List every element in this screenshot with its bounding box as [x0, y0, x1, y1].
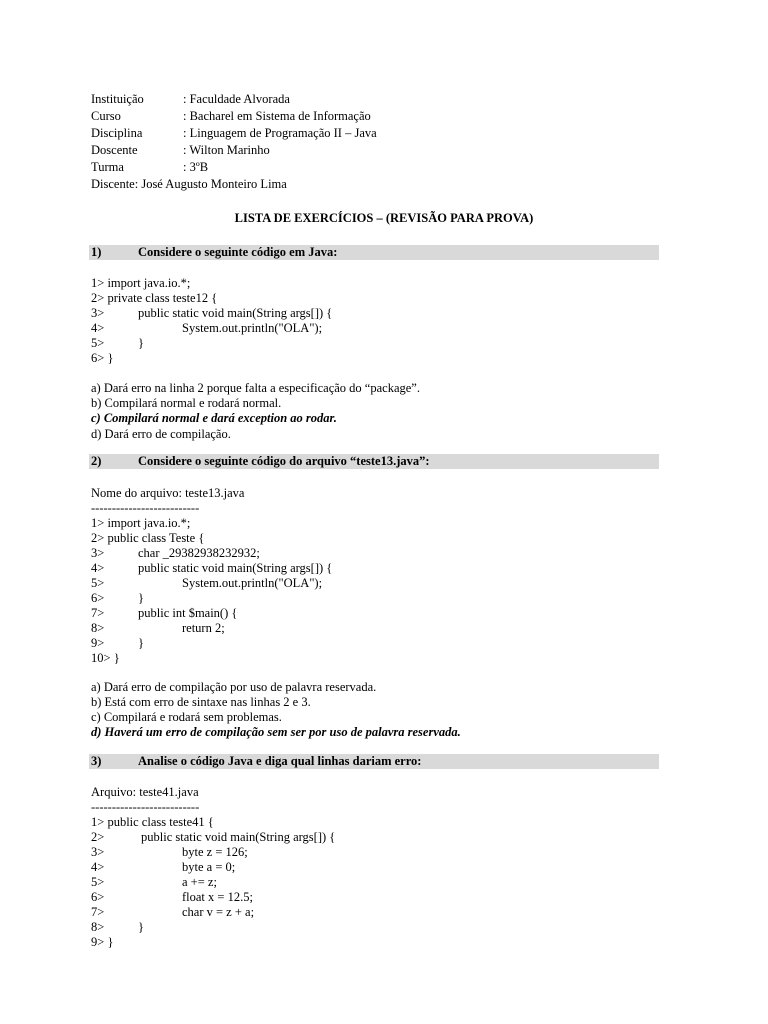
header-label: Turma: [91, 160, 124, 174]
option-d: d) Dará erro de compilação.: [91, 427, 231, 441]
option-d-answer: d) Haverá um erro de compilação sem ser por uso de palavra reservada.: [91, 725, 461, 739]
code-text: }: [107, 935, 114, 949]
question-text: Considere o seguinte código do arquivo “teste13.java”:: [138, 454, 430, 468]
code-line: [91, 290, 217, 306]
header-discente: Discente: José Augusto Monteiro Lima: [91, 177, 287, 191]
header-value: : Linguagem de Programação II – Java: [183, 126, 377, 140]
code-text: char _29382938232932;: [138, 546, 260, 560]
line-number: 3>: [91, 546, 105, 560]
separator: --------------------------: [91, 800, 200, 814]
line-number: 1>: [91, 276, 105, 290]
header-row-instituicao: [91, 91, 290, 107]
page-title: LISTA DE EXERCÍCIOS – (REVISÃO PARA PROVA): [234, 211, 534, 225]
code-text: a += z;: [182, 875, 217, 889]
header-label: Curso: [91, 109, 121, 123]
header-row-turma: [91, 159, 208, 175]
question-number: 1): [91, 245, 102, 259]
header-row-curso: [91, 108, 371, 124]
file-name: Nome do arquivo: teste13.java: [91, 486, 245, 500]
line-number: 2>: [91, 830, 105, 844]
code-text: System.out.println("OLA");: [182, 576, 323, 590]
line-number: 3>: [91, 845, 105, 859]
line-number: 4>: [91, 561, 105, 575]
line-number: 8>: [91, 920, 105, 934]
code-line: [91, 814, 214, 830]
code-line: [91, 275, 190, 291]
code-text: public int $main() {: [138, 606, 238, 620]
question-text: Analise o código Java e diga qual linhas dariam erro:: [138, 754, 422, 768]
question-text: Considere o seguinte código em Java:: [138, 245, 338, 259]
line-number: 7>: [91, 905, 105, 919]
line-number: 4>: [91, 860, 105, 874]
line-number: 4>: [91, 321, 105, 335]
option-b: b) Está com erro de sintaxe nas linhas 2 e 3.: [91, 695, 311, 709]
code-text: import java.io.*;: [107, 516, 191, 530]
separator: --------------------------: [91, 501, 200, 515]
code-text: private class teste12 {: [107, 291, 218, 305]
line-number: 8>: [91, 621, 105, 635]
option-a: a) Dará erro de compilação por uso de palavra reservada.: [91, 680, 377, 694]
line-number: 5>: [91, 336, 105, 350]
line-number: 6>: [91, 890, 105, 904]
code-text: }: [138, 591, 144, 605]
code-text: }: [138, 336, 144, 350]
code-line: [91, 934, 113, 950]
code-text: char v = z + a;: [182, 905, 255, 919]
code-text: float x = 12.5;: [182, 890, 253, 904]
option-c: c) Compilará e rodará sem problemas.: [91, 710, 282, 724]
code-text: import java.io.*;: [107, 276, 191, 290]
code-text: public static void main(String args[]) {: [138, 561, 333, 575]
question-3-heading: [89, 754, 659, 769]
header-value: : Faculdade Alvorada: [183, 92, 290, 106]
question-2-heading: [89, 454, 659, 469]
option-b: b) Compilará normal e rodará normal.: [91, 396, 282, 410]
header-label: Disciplina: [91, 126, 143, 140]
line-number: 6>: [91, 591, 105, 605]
header-label: Doscente: [91, 143, 138, 157]
code-text: byte a = 0;: [182, 860, 236, 874]
code-line: [91, 530, 204, 546]
line-number: 2>: [91, 531, 105, 545]
code-line: [91, 515, 190, 531]
question-1-heading: [89, 245, 659, 260]
line-number: 9>: [91, 935, 105, 949]
code-text: }: [107, 351, 114, 365]
header-label: Instituição: [91, 92, 144, 106]
code-text: }: [138, 636, 144, 650]
code-text: }: [138, 920, 144, 934]
code-text: public class Teste {: [107, 531, 205, 545]
line-number: 3>: [91, 306, 105, 320]
question-number: 2): [91, 454, 102, 468]
option-a: a) Dará erro na linha 2 porque falta a especificação do “package”.: [91, 381, 420, 395]
code-text: byte z = 126;: [182, 845, 248, 859]
line-number: 6>: [91, 351, 105, 365]
line-number: 1>: [91, 815, 105, 829]
line-number: 1>: [91, 516, 105, 530]
code-text: return 2;: [182, 621, 225, 635]
code-text: public static void main(String args[]) {: [141, 830, 336, 844]
code-text: }: [113, 651, 120, 665]
header-value: : 3ºB: [183, 160, 209, 174]
code-text: public static void main(String args[]) {: [138, 306, 333, 320]
line-number: 2>: [91, 291, 105, 305]
header-row-doscente: [91, 142, 270, 158]
code-line: [91, 650, 120, 666]
code-line: [91, 350, 113, 366]
line-number: 5>: [91, 875, 105, 889]
header-row-disciplina: [91, 125, 377, 141]
line-number: 9>: [91, 636, 105, 650]
line-number: 10>: [91, 651, 111, 665]
header-value: : Wilton Marinho: [183, 143, 270, 157]
header-value: : Bacharel em Sistema de Informação: [183, 109, 371, 123]
file-name: Arquivo: teste41.java: [91, 785, 199, 799]
code-text: public class teste41 {: [107, 815, 214, 829]
question-number: 3): [91, 754, 102, 768]
line-number: 7>: [91, 606, 105, 620]
option-c-answer: c) Compilará normal e dará exception ao rodar.: [91, 411, 337, 425]
code-text: System.out.println("OLA");: [182, 321, 323, 335]
line-number: 5>: [91, 576, 105, 590]
